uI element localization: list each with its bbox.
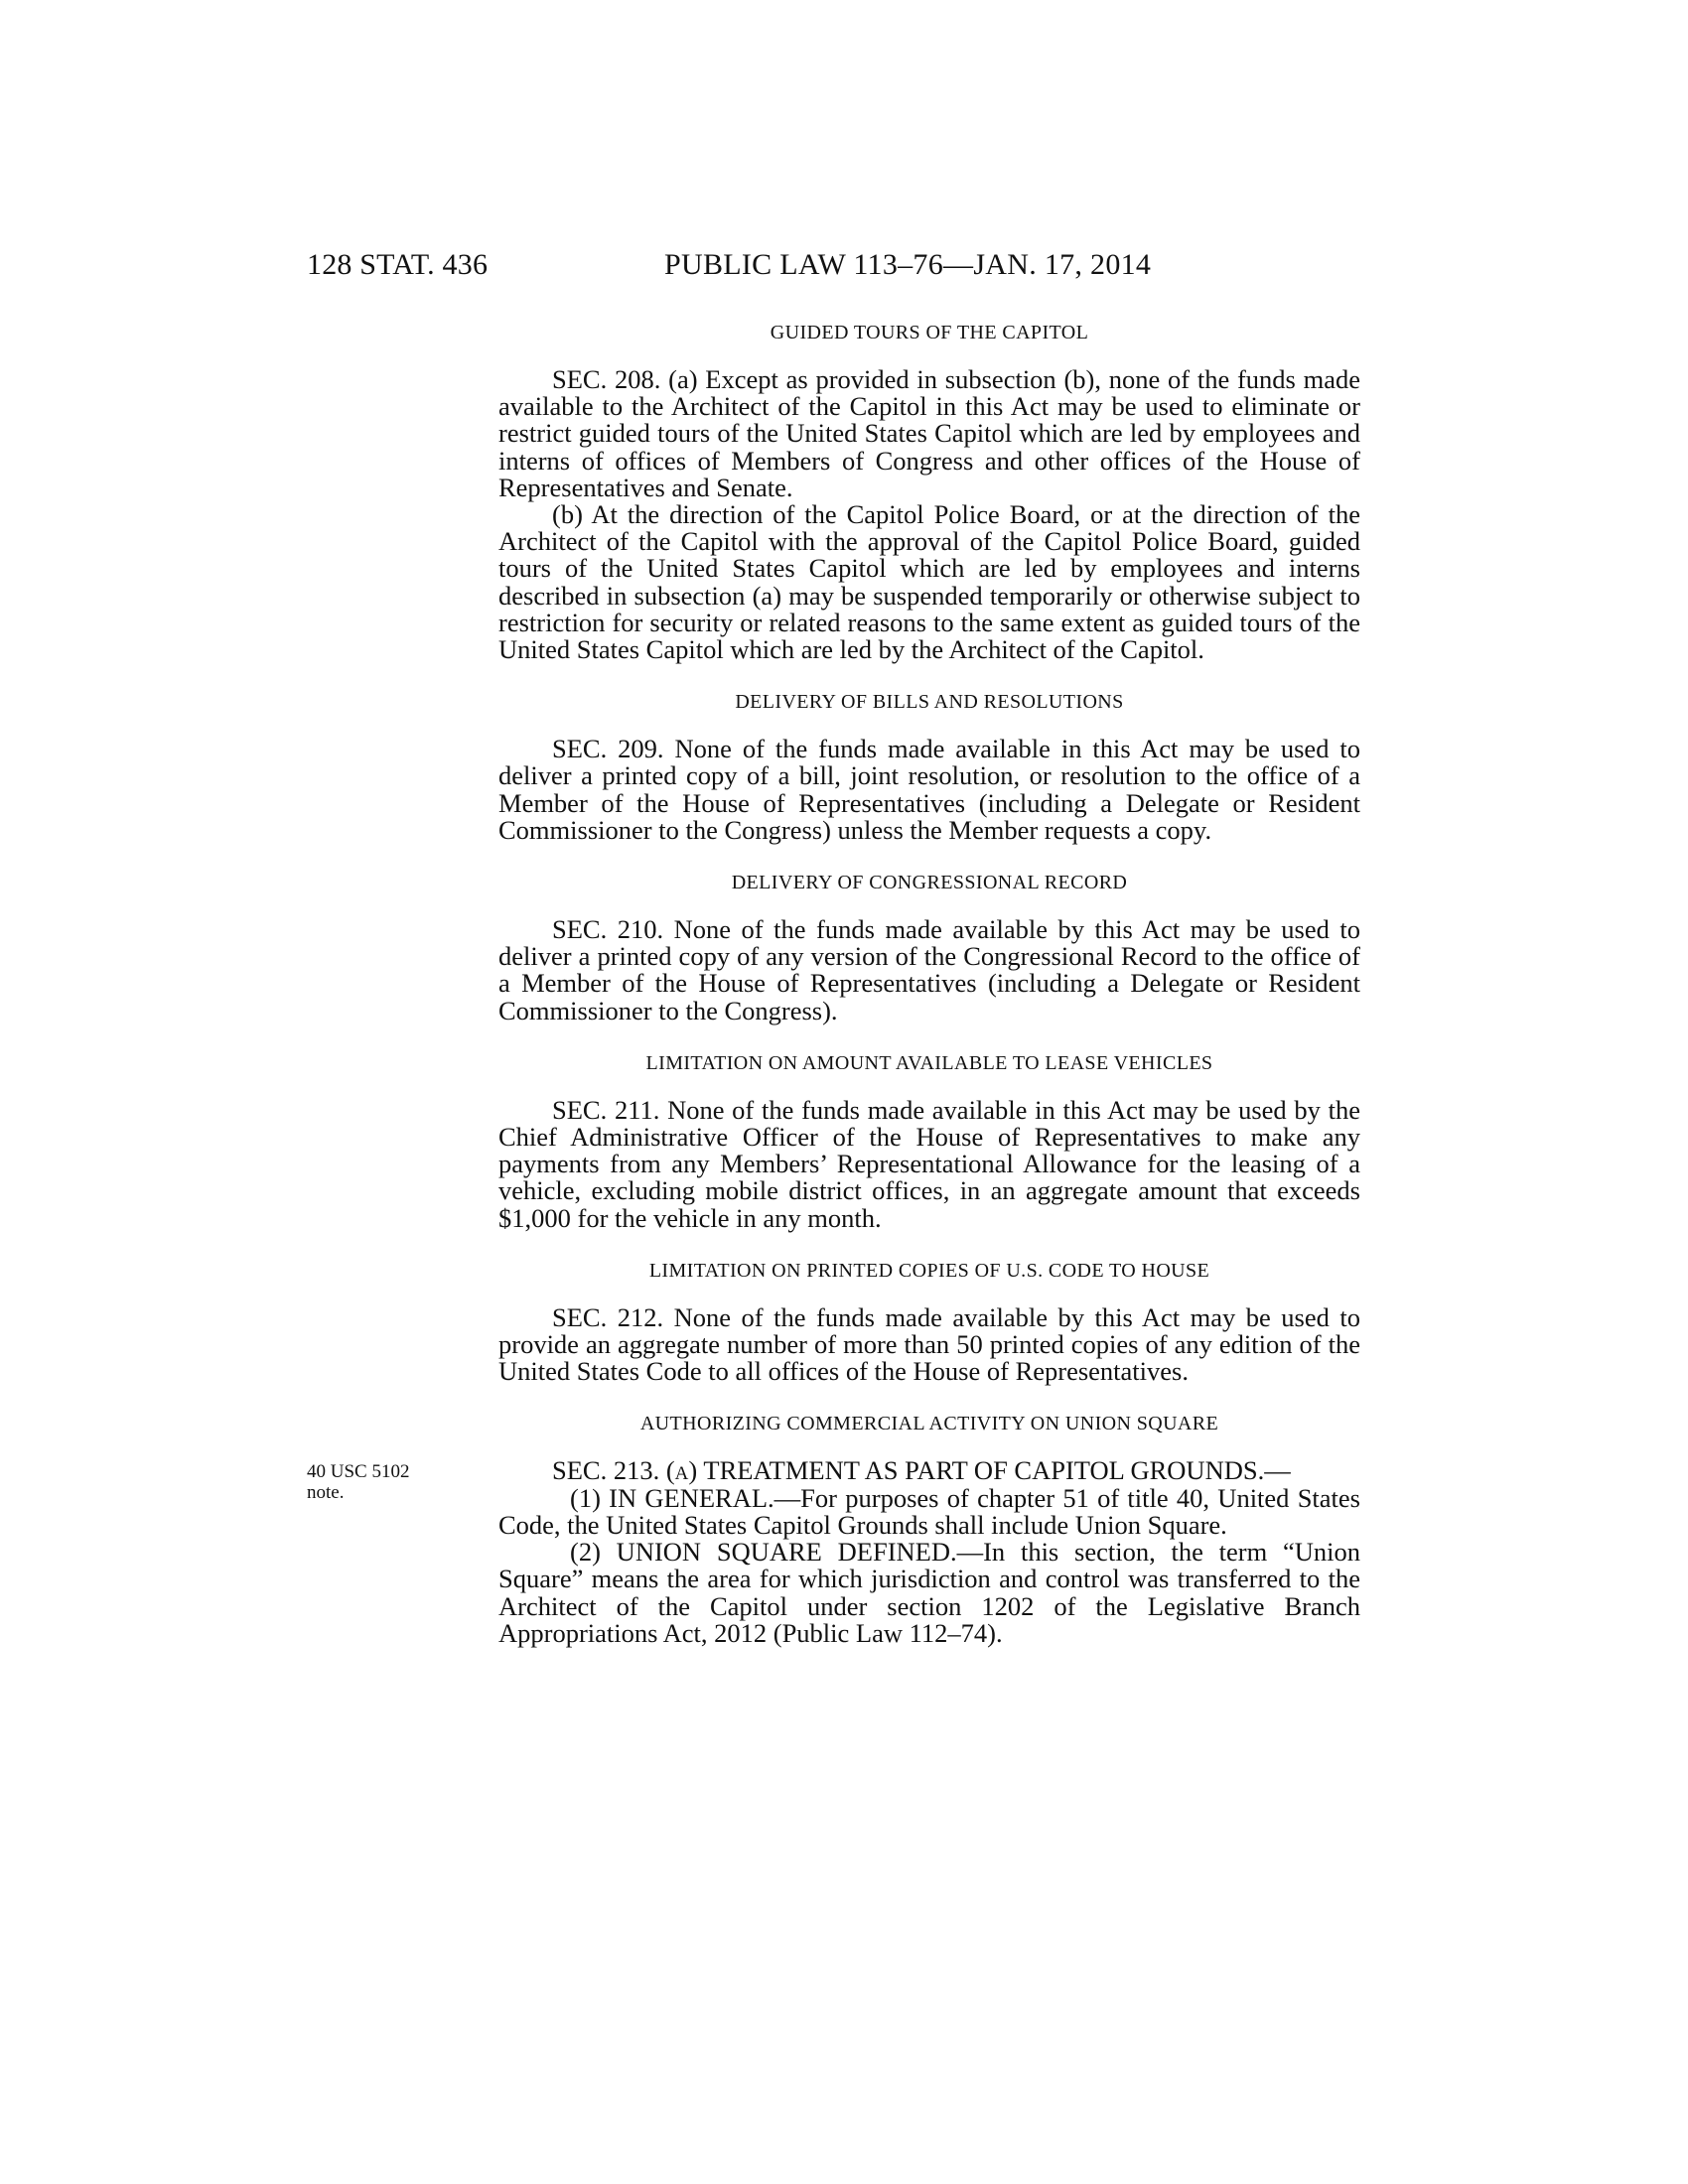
statute-citation: 128 STAT. 436 <box>307 248 489 281</box>
page-header <box>307 248 1210 288</box>
paragraph-text: (1) IN GENERAL.—For purposes of chapter 51 of title 40, United States Code, the United States Capitol Grounds shall include Union Square. <box>498 1482 1360 1540</box>
section-213 <box>498 1411 1360 1646</box>
paragraph <box>498 1094 1360 1233</box>
section-lead: SEC. 208. <box>552 364 661 394</box>
paragraph <box>498 736 1360 844</box>
paragraph <box>498 1539 1360 1647</box>
paragraph <box>498 366 1360 501</box>
paragraph <box>498 1301 1360 1387</box>
section-lead: SEC. 211. <box>552 1094 660 1125</box>
paragraph <box>498 1457 1360 1484</box>
paragraph-text: None of the funds made available by this Act may be used to provide an aggregate number of more than 50 printed copies of any edition of the United States Code to all offices of the House of Representatives. <box>498 1301 1360 1387</box>
paragraph-text: (b) At the direction of the Capitol Police Board, or at the direction of the Architect of the Capitol with the approval of the Capitol Police Board, guided tours of the United States Capitol which are led by employees and interns described in subsection (a) may be suspended temporarily or otherwise subject to restriction for security or related reasons to the same extent as guided tours of the United States Capitol which are led by the Architect of the Capitol. <box>498 499 1360 665</box>
paragraph-text: None of the funds made available in this Act may be used by the Chief Administrative Officer of the House of Representatives to make any payments from any Members’ Representational Allowance for the leasing of a vehicle, excluding mobile district offices, in an aggregate amount that exceeds $1,000 for the vehicle in any month. <box>498 1094 1360 1233</box>
section-lead: SEC. 209. <box>552 734 664 764</box>
paragraph-text: (2) UNION SQUARE DEFINED.—In this section, the term “Union Square” means the area for which jurisdiction and control was transferred to the Architect of the Capitol under section 1202 of the Legislative Branch Appropriations Act, 2012 (Public Law 112–74). <box>498 1537 1360 1648</box>
section-208 <box>498 320 1360 663</box>
running-head: PUBLIC LAW 113–76—JAN. 17, 2014 <box>664 248 1152 281</box>
section-209 <box>498 689 1360 844</box>
section-211 <box>498 1050 1360 1232</box>
paragraph <box>498 916 1360 1024</box>
margin-note-line: 40 USC 5102 <box>307 1461 410 1483</box>
section-heading: DELIVERY OF CONGRESSIONAL RECORD <box>731 872 1128 894</box>
margin-note <box>307 1461 456 1503</box>
paragraph-text: None of the funds made available by this Act may be used to deliver a printed copy of any version of the Congressional Record to the office of a Member of the House of Representatives (including a Delegate or Resident Commissioner to the Congress). <box>498 914 1360 1025</box>
section-lead: SEC. 210. <box>552 914 664 945</box>
paragraph <box>498 1482 1360 1540</box>
section-heading: AUTHORIZING COMMERCIAL ACTIVITY ON UNION SQUARE <box>639 1413 1219 1435</box>
section-heading: GUIDED TOURS OF THE CAPITOL <box>770 322 1089 343</box>
body-column <box>498 320 1360 1673</box>
paragraph <box>498 501 1360 663</box>
section-heading: LIMITATION ON PRINTED COPIES OF U.S. CODE TO HOUSE <box>648 1259 1210 1282</box>
paragraph-text: (a) TREATMENT AS PART OF CAPITOL GROUNDS.— <box>659 1455 1291 1486</box>
paragraph-text: (a) Except as provided in subsection (b), none of the funds made available to the Architect of the Capitol in this Act may be used to eliminate or restrict guided tours of the United States Capitol which are led by employees and interns of offices of Members of Congress and other offices of the House of Representatives and Senate. <box>498 364 1360 502</box>
paragraph-text: None of the funds made available in this Act may be used to deliver a printed copy of a bill, joint resolution, or resolution to the office of a Member of the House of Representatives (including a Delegate or Resident Commissioner to the Congress) unless the Member requests a copy. <box>498 734 1360 845</box>
margin-note-line: note. <box>307 1482 345 1504</box>
section-heading: LIMITATION ON AMOUNT AVAILABLE TO LEASE VEHICLES <box>645 1051 1213 1074</box>
section-lead: SEC. 212. <box>552 1301 664 1332</box>
section-lead: SEC. 213. <box>552 1455 660 1486</box>
section-212 <box>498 1258 1360 1386</box>
section-heading: DELIVERY OF BILLS AND RESOLUTIONS <box>735 691 1124 714</box>
section-210 <box>498 870 1360 1024</box>
